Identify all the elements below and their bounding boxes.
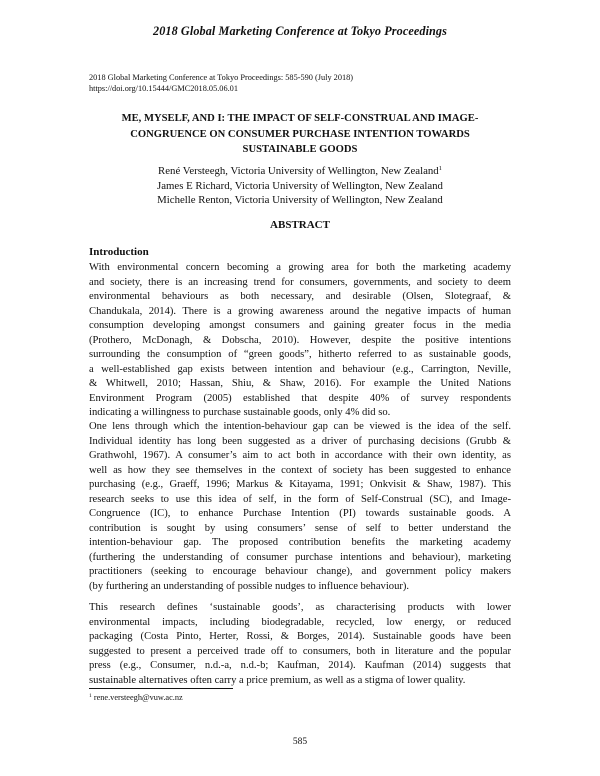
paragraph-line: Chandukala, 2014). There is a growing awareness around the negative impacts of human	[89, 305, 511, 317]
footnote-email[interactable]: rene.versteegh@vuw.ac.nz	[91, 693, 183, 702]
paragraph-line: (furthering the understanding of consumer purchase intentions and behaviour), marketing	[89, 551, 511, 563]
paragraph-line: surrounding the consumption of “green goods”, hitherto referred to as sustainable goods,	[89, 349, 511, 360]
doi-link[interactable]: https://doi.org/10.15444/GMC2018.05.06.01	[89, 84, 238, 93]
paragraph-line: (Prothero, McDonagh, & Dobscha, 2010). However, despite the positive intentions	[89, 334, 511, 346]
author-affiliation: James E Richard, Victoria University of Wellington, New Zealand	[157, 179, 443, 192]
paper-title	[89, 111, 511, 158]
paragraph-line: suggested to present a perceived trade off to consumers, both in literature and the popular	[89, 645, 511, 657]
paragraph-line: well as how they see themselves in the context of society has been suggested to enhance	[89, 464, 511, 476]
footnote-divider	[89, 688, 233, 689]
page-number: 585	[292, 737, 308, 747]
paragraph-line: purchasing (e.g., Graeff, 1996; Markus & Kitayama, 1991; Onkvisit & Shaw, 1987). This	[89, 479, 511, 490]
paragraph	[89, 601, 511, 688]
paragraph-line: intention-behaviour gap. The proposed contribution benefits the marketing academy	[89, 537, 511, 548]
paragraph-line: indicating a willingness to purchase sustainable goods, only 4% did so.	[89, 407, 391, 418]
title-line: ME, MYSELF, AND I: THE IMPACT OF SELF-CONSTRUAL AND IMAGE-	[121, 113, 479, 124]
paragraph-line: environmental impacts, including biodegradable, recycled, low energy, or reduced	[89, 616, 511, 628]
title-line: SUSTAINABLE GOODS	[242, 144, 358, 155]
running-header: 2018 Global Marketing Conference at Tokyo Proceedings	[153, 24, 447, 38]
author-affiliation: Michelle Renton, Victoria University of Wellington, New Zealand	[157, 194, 443, 206]
citation-line: 2018 Global Marketing Conference at Tokyo Proceedings: 585-590 (July 2018)	[89, 73, 354, 82]
paragraph-line: This research defines ‘sustainable goods’, as characterising products with lower	[89, 602, 511, 613]
paragraph-line: press (e.g., Consumer, n.d.-a, n.d.-b; Kaufman, 2014). Kaufman (2014) suggests that	[89, 660, 511, 671]
section-heading-introduction: Introduction	[89, 246, 149, 258]
paragraph-line: sustainable alternatives often carry a price premium, as well as a stigma of lower quality.	[89, 674, 466, 686]
paragraph-line: research seeks to use this idea of self, in the form of Self-Construal (SC), and Image-	[89, 493, 511, 505]
paragraph-line: (by furthering an understanding of possible nudges to influence behaviour).	[89, 580, 410, 592]
paragraph-line: & Whitwell, 2010; Hassan, Shiu, & Shaw, 2016). For example the United Nations	[89, 378, 511, 389]
author-line	[89, 193, 511, 208]
paragraph-line: Grathwohl, 1967). A consumer’s aim to act both in accordance with their own identity, as	[89, 450, 511, 461]
paragraph-line: Environment Program (2005) established that despite 40% of survey respondents	[89, 392, 511, 404]
citation-block	[89, 72, 529, 94]
paragraph-line: With environmental concern becoming a growing area for both the marketing academy	[89, 262, 511, 273]
paragraph-line: Individual identity has long been suggested as a driver of purchasing decisions (Grubb &	[89, 435, 511, 447]
author-line	[89, 179, 511, 194]
paragraph-line: packaging (Costa Pinto, Herter, Rossi, & Borges, 2014). Sustainable goods have been	[89, 631, 511, 642]
footnote-marker: 1	[89, 693, 92, 699]
author-line	[89, 164, 511, 179]
paragraph-line: and society, there is an increasing trend for consumers, governments, and society to deem	[89, 276, 511, 288]
author-list	[89, 164, 511, 208]
author-affiliation: René Versteegh, Victoria University of Wellington, New Zealand	[158, 165, 439, 177]
footnote	[89, 693, 183, 702]
paragraph-line: environmental behaviours as both necessary, and desirable (Olsen, Slotegraaf, &	[89, 291, 511, 302]
title-line: CONGRUENCE ON CONSUMER PURCHASE INTENTION TOWARDS	[130, 128, 470, 140]
paragraph-line: One lens through which the intention-behaviour gap can be viewed is the idea of the self.	[89, 421, 511, 432]
paragraph	[89, 261, 511, 421]
paragraph-line: a well-established gap exists between intention and behaviour (e.g., Carrington, Neville,	[89, 363, 511, 375]
paragraph-line: contribution is sought by using consumers’ sense of self to better understand the	[89, 522, 511, 534]
footnote-marker: 1	[438, 165, 442, 172]
paragraph-line: practitioners (seeking to encourage behaviour change), and government policy makers	[89, 566, 511, 577]
abstract-heading: ABSTRACT	[270, 219, 330, 231]
paragraph-line: consumption developing amongst consumers and gaining greater focus in the media	[89, 320, 511, 331]
paragraph	[89, 420, 511, 594]
paragraph-line: Congruence (IC), to enhance Purchase Intention (PI) towards sustainable goods. A	[89, 508, 511, 519]
